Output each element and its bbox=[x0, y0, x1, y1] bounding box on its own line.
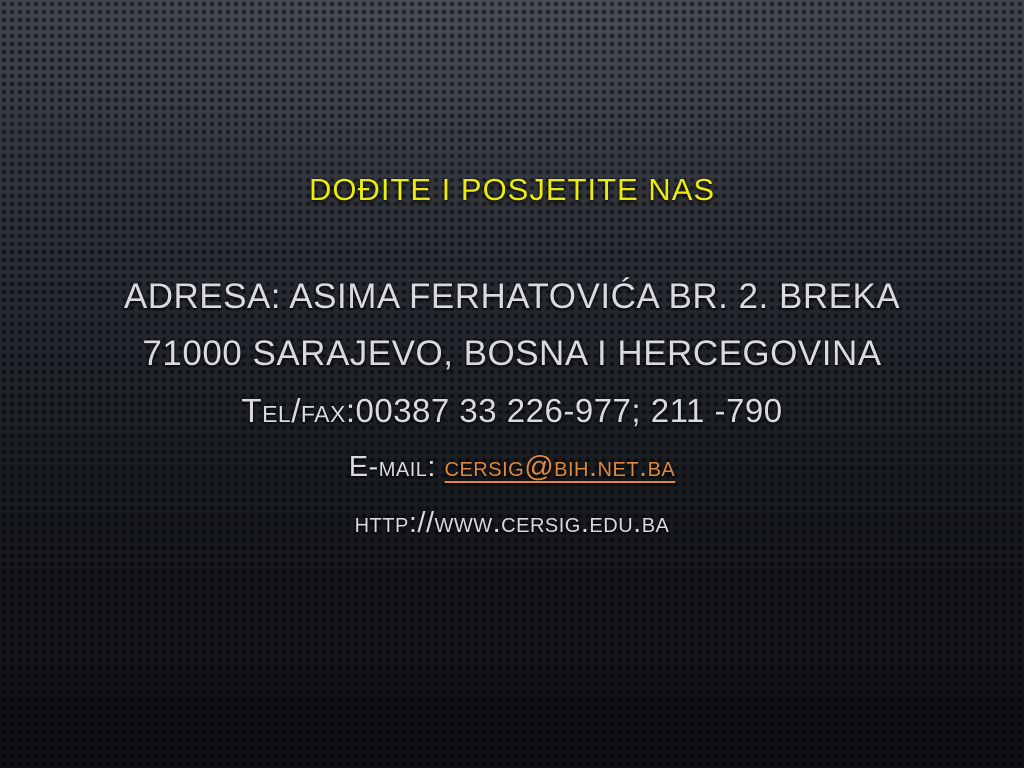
address-line-1: ADRESA: ASIMA FERHATOVIĆA BR. 2. BREKA bbox=[123, 277, 901, 316]
address-line-2: 71000 SARAJEVO, BOSNA I HERCEGOVINA bbox=[142, 334, 882, 373]
email-label: E-mail: bbox=[348, 451, 445, 483]
website-text: http://www.cersig.edu.ba bbox=[354, 507, 670, 539]
email-link[interactable]: cersig@bih.net.ba bbox=[444, 451, 676, 483]
phone-fax-line: Tel/fax:00387 33 226-977; 211 -790 bbox=[241, 392, 783, 429]
slide-title: DOĐITE I POSJETITE NAS bbox=[308, 172, 716, 207]
email-line bbox=[0, 453, 1024, 482]
